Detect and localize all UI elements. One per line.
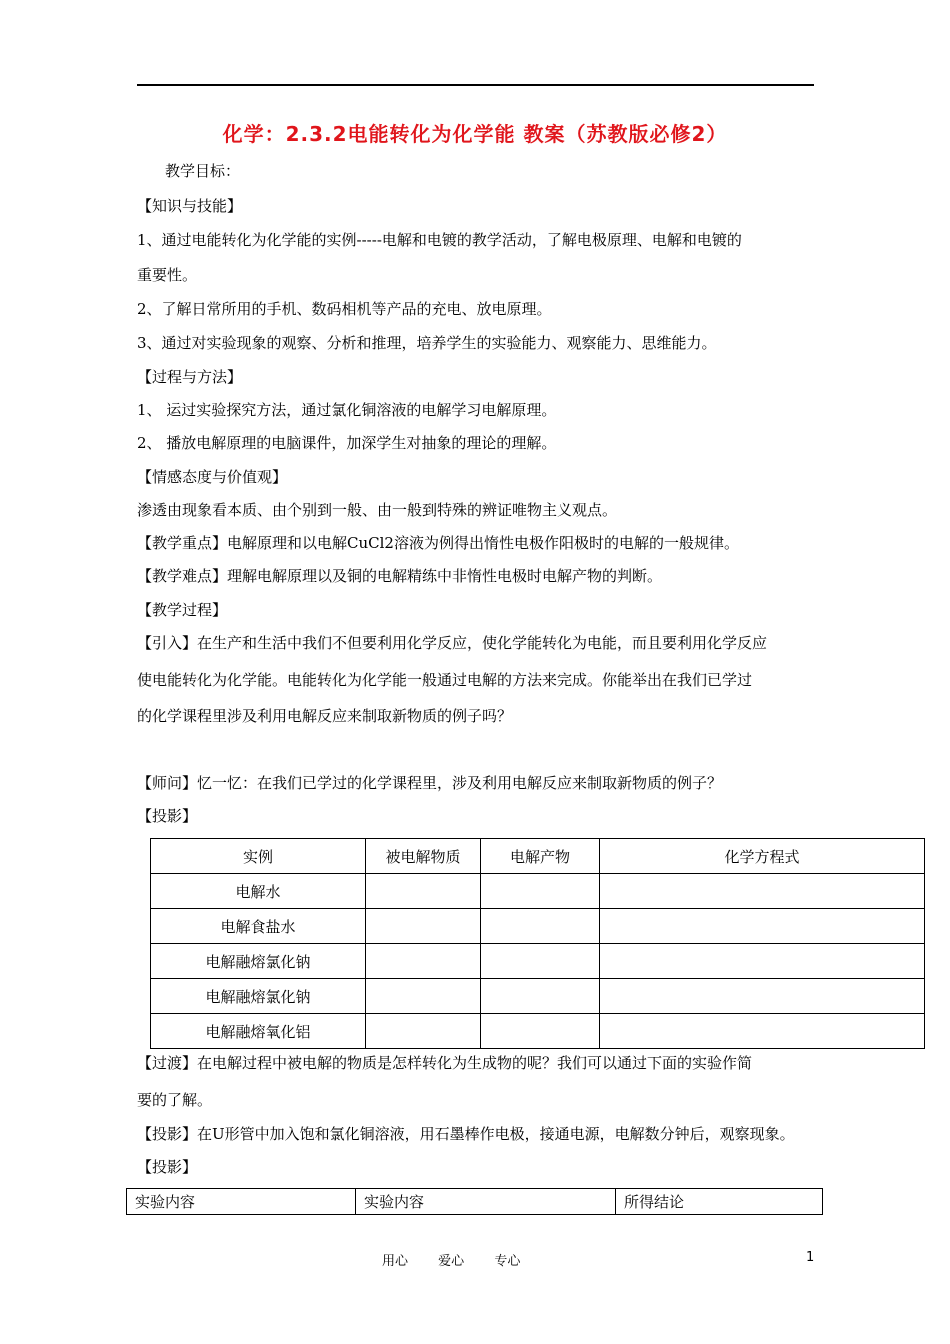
table-cell: 电解融熔氯化钠 xyxy=(151,944,366,979)
text-line: 2、了解日常所用的手机、数码相机等产品的充电、放电原理。 xyxy=(137,300,552,318)
table-cell xyxy=(481,909,600,944)
table-row xyxy=(151,1014,925,1049)
table-cell xyxy=(366,909,481,944)
table-cell: 电解融熔氯化钠 xyxy=(151,979,366,1014)
table-header-cell: 电解产物 xyxy=(481,839,600,874)
text-line: 【投影】 xyxy=(137,807,198,825)
experiment-table xyxy=(126,1188,823,1215)
table-header-cell: 所得结论 xyxy=(616,1189,823,1215)
page-number: 1 xyxy=(806,1250,815,1265)
text-line: 1、 运过实验探究方法，通过氯化铜溶液的电解学习电解原理。 xyxy=(137,401,557,419)
header-rule xyxy=(137,84,814,86)
text-line: 1、通过电能转化为化学能的实例-----电解和电镀的教学活动，了解电极原理、电解和电镀的 xyxy=(137,231,742,249)
table-header-cell: 实验内容 xyxy=(356,1189,616,1215)
text-line: 教学目标： xyxy=(165,162,241,180)
table-row xyxy=(151,944,925,979)
table-header-row xyxy=(127,1189,823,1215)
footer-text: 专心 xyxy=(494,1254,521,1269)
page-footer xyxy=(382,1250,546,1269)
table-row xyxy=(151,909,925,944)
text-line: 3、通过对实验现象的观察、分析和推理，培养学生的实验能力、观察能力、思维能力。 xyxy=(137,334,717,352)
text-line: 的化学课程里涉及利用电解反应来制取新物质的例子吗？ xyxy=(137,707,513,725)
document-title: 化学：2.3.2电能转化为化学能 教案（苏教版必修2） xyxy=(222,122,728,146)
table-cell xyxy=(600,944,925,979)
section-heading: 【过程与方法】 xyxy=(137,368,243,386)
text-line: 渗透由现象看本质、由个别到一般、由一般到特殊的辨证唯物主义观点。 xyxy=(137,501,618,519)
examples-table xyxy=(150,838,925,1049)
table-row xyxy=(151,874,925,909)
text-line: 2、 播放电解原理的电脑课件，加深学生对抽象的理论的理解。 xyxy=(137,434,557,452)
table-header-cell: 实例 xyxy=(151,839,366,874)
table-cell xyxy=(481,1014,600,1049)
table-cell xyxy=(600,909,925,944)
footer-text: 用心 xyxy=(382,1254,409,1269)
text-line: 使电能转化为化学能。电能转化为化学能一般通过电解的方法来完成。你能举出在我们已学过 xyxy=(137,671,753,689)
table-cell xyxy=(366,874,481,909)
table-cell: 电解食盐水 xyxy=(151,909,366,944)
table-header-cell: 实验内容 xyxy=(127,1189,356,1215)
text-line: 【师问】忆一忆：在我们已学过的化学课程里，涉及利用电解反应来制取新物质的例子？ xyxy=(137,774,723,792)
table-header-cell: 被电解物质 xyxy=(366,839,481,874)
section-heading: 【情感态度与价值观】 xyxy=(137,468,288,486)
table-cell xyxy=(481,979,600,1014)
table-cell xyxy=(600,1014,925,1049)
footer-text: 爱心 xyxy=(438,1254,465,1269)
text-line: 【投影】在U形管中加入饱和氯化铜溶液，用石墨棒作电极，接通电源，电解数分钟后，观察现象。 xyxy=(137,1125,795,1143)
text-line: 要的了解。 xyxy=(137,1091,213,1109)
table-cell xyxy=(366,944,481,979)
text-line: 【过渡】在电解过程中被电解的物质是怎样转化为生成物的呢？我们可以通过下面的实验作简 xyxy=(137,1054,753,1072)
text-line: 【引入】在生产和生活中我们不但要利用化学反应，使化学能转化为电能，而且要利用化学反应 xyxy=(137,634,768,652)
section-heading: 【教学过程】 xyxy=(137,601,228,619)
text-line: 重要性。 xyxy=(137,266,198,284)
table-header-row xyxy=(151,839,925,874)
table-cell xyxy=(481,944,600,979)
section-heading: 【知识与技能】 xyxy=(137,197,243,215)
table-header-cell: 化学方程式 xyxy=(600,839,925,874)
table-cell xyxy=(600,874,925,909)
text-line: 【教学重点】电解原理和以电解CuCl2溶液为例得出惰性电极作阳极时的电解的一般规律。 xyxy=(137,534,739,552)
text-line: 【教学难点】理解电解原理以及铜的电解精练中非惰性电极时电解产物的判断。 xyxy=(137,567,663,585)
text-line: 【投影】 xyxy=(137,1158,198,1176)
table-cell xyxy=(366,979,481,1014)
table-cell: 电解融熔氧化铝 xyxy=(151,1014,366,1049)
table-cell: 电解水 xyxy=(151,874,366,909)
table-cell xyxy=(366,1014,481,1049)
table-row xyxy=(151,979,925,1014)
table-cell xyxy=(481,874,600,909)
table-cell xyxy=(600,979,925,1014)
